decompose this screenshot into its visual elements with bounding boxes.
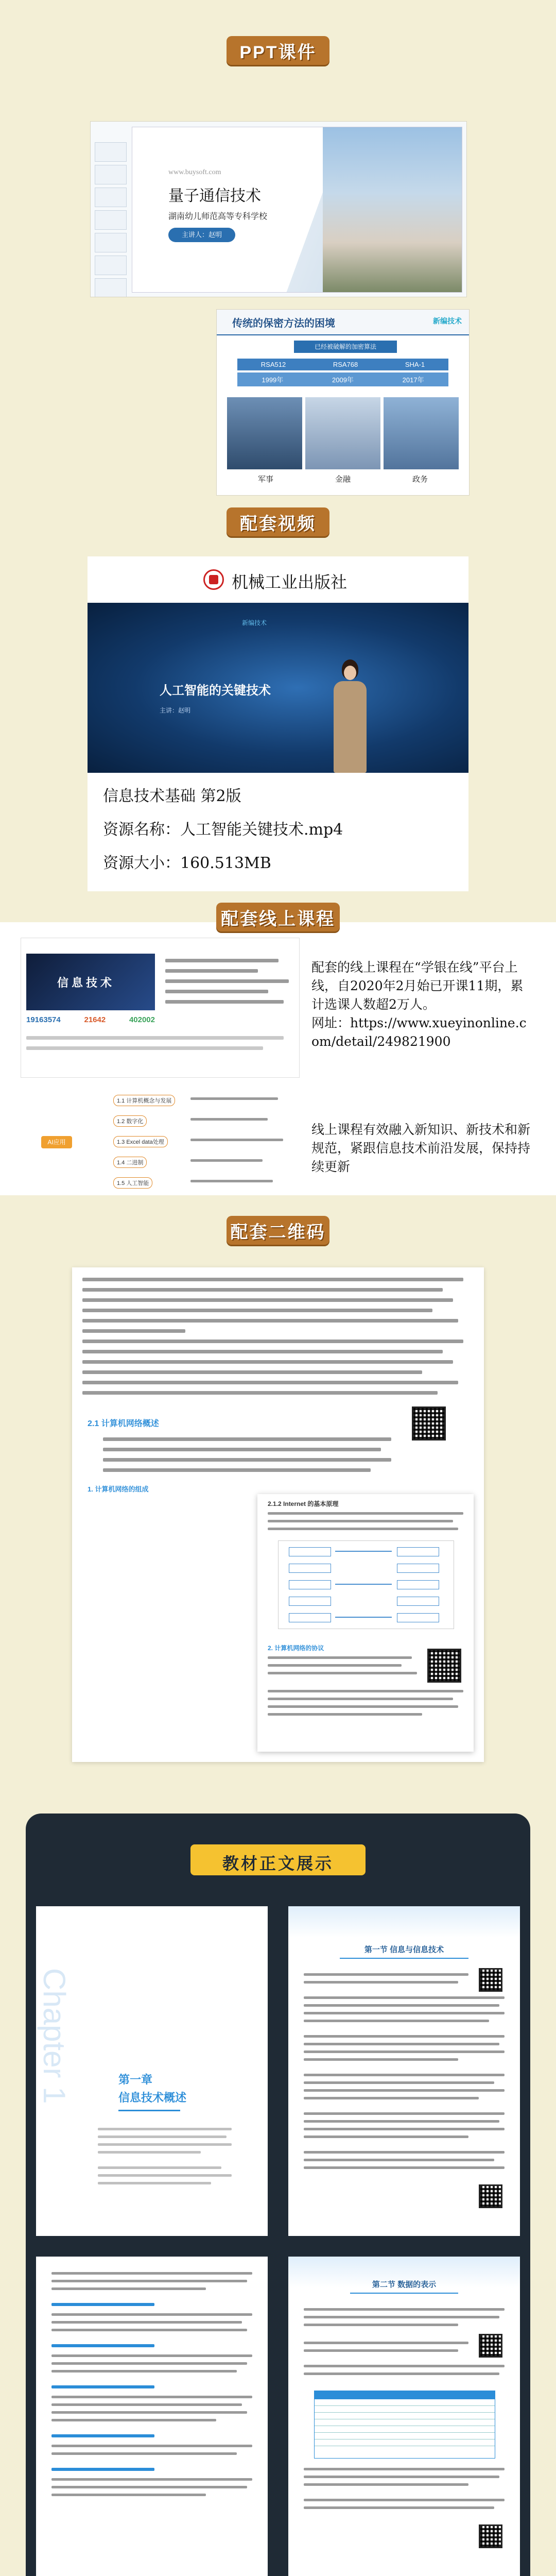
table-cell: 2017年 [402, 376, 424, 384]
online-description-2: 线上课程有效融入新知识、新技术和新规范，紧跟信息技术前沿发展，保持持续更新 [311, 1122, 531, 1174]
slide-presenter-button: 主讲人：赵明 [168, 228, 235, 242]
qr-code-icon[interactable] [479, 2334, 502, 2358]
online-screenshot [21, 938, 300, 1078]
mindmap-node: 1.2 数字化 [113, 1115, 147, 1127]
mindmap-node: 1.5 人工智能 [113, 1177, 152, 1189]
section-title: 配套线上课程 [221, 909, 335, 929]
slide2-header [217, 310, 469, 335]
protocol-diagram [278, 1540, 454, 1629]
section-heading: 第二节 数据的表示 [350, 2277, 458, 2294]
textbook-section [26, 1814, 530, 2576]
stat-value: 402002 [129, 1015, 155, 1024]
resource-name: 资源名称：人工智能关键技术.mp4 [103, 821, 343, 839]
video-player[interactable] [88, 603, 468, 773]
table-cell: 2009年 [332, 376, 354, 384]
chapter-english: Chapter 1 [37, 1968, 72, 2104]
caption: 军事 [257, 475, 273, 484]
course-stats [26, 1015, 155, 1024]
book-page-section2 [288, 2257, 520, 2576]
table-cell: 1999年 [262, 376, 284, 384]
qr-code-icon[interactable] [479, 2184, 502, 2208]
course-cover [26, 954, 155, 1010]
section-title: 配套二维码 [230, 1222, 326, 1242]
slide-canvas [132, 127, 462, 293]
slide2-table [237, 359, 448, 386]
qr-inset-heading: 2.1.2 Internet 的基本原理 [268, 1500, 339, 1507]
qr-code-icon[interactable] [479, 2524, 502, 2548]
textbook-banner [190, 1844, 366, 1875]
qr-code-icon[interactable] [427, 1649, 461, 1683]
publisher-name: 机械工业出版社 [232, 572, 348, 592]
slide-school: 湖南幼儿师范高等专科学校 [168, 211, 268, 221]
table-cell: RSA512 [260, 361, 286, 368]
online-description: 配套的线上课程在“学银在线”平台上线，自2020年2月始已开课11期，累计选课人数超2万人。 [311, 960, 524, 1012]
mindmap-root: AI应用 [41, 1136, 72, 1148]
slide2-title: 传统的保密方法的困境 [232, 318, 335, 329]
course-title: 信息技术基础 第2版 [103, 787, 241, 805]
slide-title: 量子通信技术 [168, 187, 261, 205]
presenter-figure [329, 659, 371, 773]
mindmap [21, 1090, 299, 1193]
video-speaker: 主讲：赵明 [160, 707, 191, 714]
mindmap-node: 1.3 Excel data处理 [113, 1136, 168, 1147]
slide-thumbnails [95, 142, 126, 297]
mindmap-node: 1.1 计算机概念与发展 [113, 1095, 175, 1106]
book-page-chapter [36, 1906, 268, 2236]
section-title: PPT课件 [239, 42, 317, 62]
photo-building [323, 127, 462, 292]
slide2-label: 已经被破解的加密算法 [294, 341, 397, 353]
section-title: 配套视频 [240, 514, 316, 534]
book-page-section1 [288, 1906, 520, 2236]
data-table [314, 2391, 495, 2459]
qr-inset-subheading: 2. 计算机网络的协议 [268, 1645, 324, 1652]
resource-size: 资源大小：160.513MB [103, 854, 271, 872]
stat-value: 21642 [84, 1015, 106, 1024]
section-title: 教材正文展示 [222, 1854, 334, 1873]
slide2-photos [227, 397, 459, 469]
mindmap-node: 1.4 二进制 [113, 1157, 147, 1168]
section-banner-video [227, 507, 329, 536]
video-card [88, 556, 468, 891]
qr-code-icon[interactable] [479, 1968, 502, 1992]
section-banner-qr [227, 1216, 329, 1245]
qr-heading: 2.1 计算机网络概述 [88, 1419, 159, 1428]
chapter-number: 第一章 [118, 2073, 153, 2086]
qr-sample-page [72, 1267, 484, 1762]
slide-url: www.buysoft.com [168, 168, 221, 176]
online-url[interactable]: 网址：https://www.xueyinonline.com/detail/249821900 [311, 1015, 527, 1049]
qr-code-icon[interactable] [412, 1406, 446, 1440]
stat-value: 19163574 [26, 1015, 61, 1024]
caption: 金融 [335, 475, 351, 484]
qr-inset-page [257, 1494, 474, 1752]
book-page-3 [36, 2257, 268, 2576]
publisher-logo-icon [203, 569, 224, 590]
ppt-slide-2 [216, 309, 470, 496]
table-cell: SHA-1 [405, 361, 425, 368]
table-cell: RSA768 [333, 361, 358, 368]
video-screen-title: 人工智能的关键技术 [160, 684, 271, 698]
caption: 政务 [412, 475, 428, 484]
qr-subheading: 1. 计算机网络的组成 [88, 1485, 149, 1493]
video-badge: 新编技术 [242, 619, 267, 626]
section-banner-ppt [227, 36, 329, 65]
section-heading: 第一节 信息与信息技术 [340, 1942, 468, 1959]
section-banner-online [216, 903, 340, 931]
chapter-name: 信息技术概述 [118, 2091, 187, 2104]
course-cover-title: 信息技术 [57, 976, 115, 989]
slide2-logo: 新编技术 [433, 317, 462, 325]
slide2-captions [227, 473, 459, 484]
ppt-slide-1 [90, 121, 467, 297]
